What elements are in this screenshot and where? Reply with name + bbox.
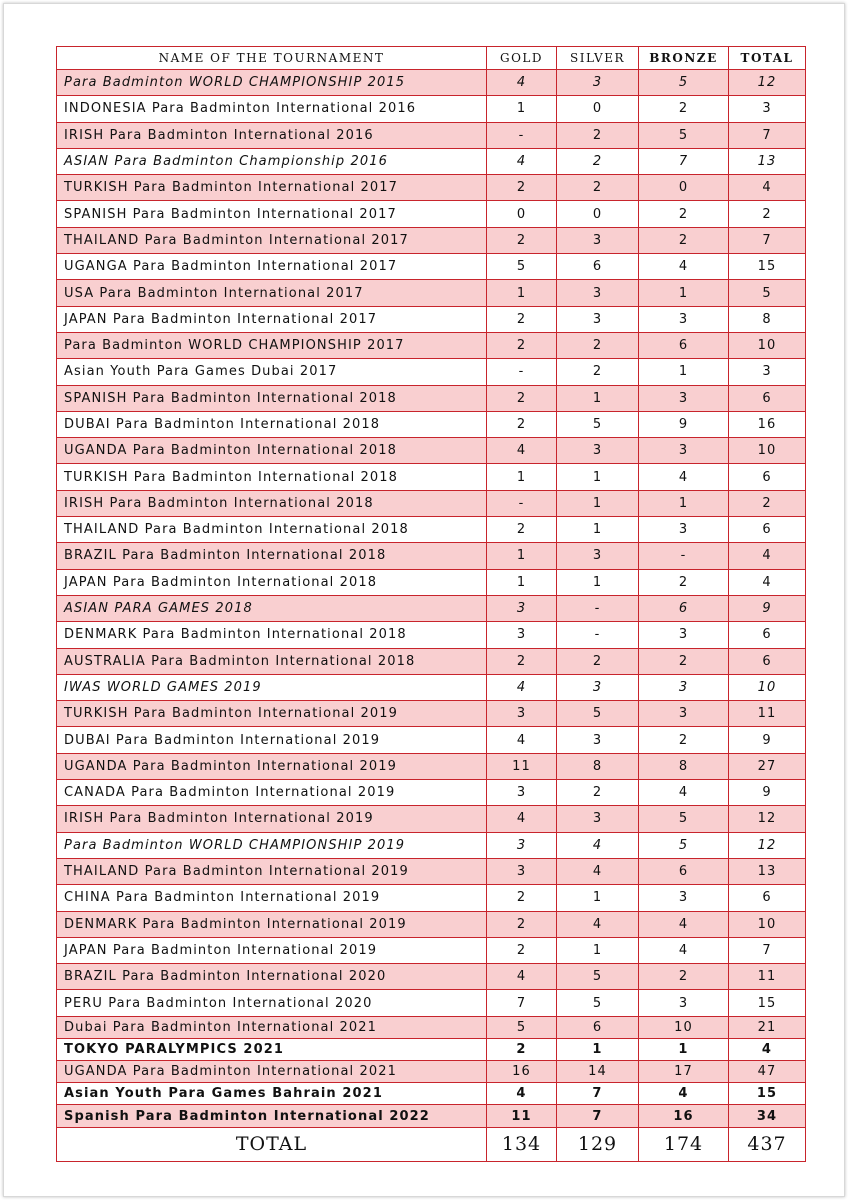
totals-gold: 134 (487, 1127, 557, 1161)
gold-cell: 2 (487, 937, 557, 963)
total-cell: 7 (729, 227, 806, 253)
header-row (57, 47, 806, 70)
tournament-name-cell: Asian Youth Para Games Bahrain 2021 (57, 1083, 487, 1105)
bronze-cell: 3 (639, 622, 729, 648)
tournament-name-cell: Para Badminton WORLD CHAMPIONSHIP 2015 (57, 70, 487, 96)
gold-cell: 0 (487, 201, 557, 227)
gold-cell: 5 (487, 1016, 557, 1038)
silver-cell: 4 (557, 832, 639, 858)
tournament-name-cell: IWAS WORLD GAMES 2019 (57, 674, 487, 700)
silver-cell: - (557, 622, 639, 648)
total-cell: 21 (729, 1016, 806, 1038)
gold-cell: 1 (487, 543, 557, 569)
tournament-name-cell: CANADA Para Badminton International 2019 (57, 780, 487, 806)
table-row (57, 1016, 806, 1038)
table-row (57, 543, 806, 569)
silver-cell: 5 (557, 964, 639, 990)
gold-cell: 3 (487, 780, 557, 806)
total-cell: 10 (729, 674, 806, 700)
total-cell: 6 (729, 885, 806, 911)
table-body (57, 70, 806, 1162)
tournament-name-cell: THAILAND Para Badminton International 2017 (57, 227, 487, 253)
table-row (57, 175, 806, 201)
bronze-cell: 2 (639, 727, 729, 753)
header-tournament-name: NAME OF THE TOURNAMENT (57, 47, 487, 70)
bronze-cell: 3 (639, 385, 729, 411)
total-cell: 12 (729, 806, 806, 832)
table-row (57, 1061, 806, 1083)
bronze-cell: 3 (639, 990, 729, 1016)
total-cell: 27 (729, 753, 806, 779)
tournament-name-cell: IRISH Para Badminton International 2016 (57, 122, 487, 148)
tournament-name-cell: DENMARK Para Badminton International 2018 (57, 622, 487, 648)
bronze-cell: 1 (639, 280, 729, 306)
gold-cell: 2 (487, 332, 557, 358)
total-cell: 34 (729, 1105, 806, 1127)
silver-cell: 1 (557, 490, 639, 516)
bronze-cell: 4 (639, 254, 729, 280)
table-row (57, 490, 806, 516)
silver-cell: 0 (557, 201, 639, 227)
gold-cell: 2 (487, 885, 557, 911)
silver-cell: 5 (557, 701, 639, 727)
total-cell: 3 (729, 359, 806, 385)
silver-cell: 1 (557, 385, 639, 411)
silver-cell: 2 (557, 648, 639, 674)
totals-label: TOTAL (57, 1127, 487, 1161)
table-row (57, 96, 806, 122)
silver-cell: 1 (557, 885, 639, 911)
bronze-cell: 10 (639, 1016, 729, 1038)
bronze-cell: 8 (639, 753, 729, 779)
bronze-cell: 4 (639, 937, 729, 963)
totals-row (57, 1127, 806, 1161)
tournament-name-cell: UGANGA Para Badminton International 2017 (57, 254, 487, 280)
table-row (57, 227, 806, 253)
silver-cell: 2 (557, 175, 639, 201)
total-cell: 4 (729, 175, 806, 201)
total-cell: 13 (729, 858, 806, 884)
tournament-name-cell: UGANDA Para Badminton International 2021 (57, 1061, 487, 1083)
tournament-name-cell: SPANISH Para Badminton International 2018 (57, 385, 487, 411)
gold-cell: 4 (487, 148, 557, 174)
bronze-cell: 9 (639, 411, 729, 437)
table-row (57, 122, 806, 148)
total-cell: 4 (729, 1038, 806, 1060)
silver-cell: 3 (557, 280, 639, 306)
bronze-cell: 2 (639, 648, 729, 674)
silver-cell: 7 (557, 1105, 639, 1127)
document-page (3, 3, 845, 1197)
gold-cell: 3 (487, 595, 557, 621)
silver-cell: 3 (557, 306, 639, 332)
table-row (57, 727, 806, 753)
header-bronze: BRONZE (639, 47, 729, 70)
gold-cell: 2 (487, 411, 557, 437)
total-cell: 6 (729, 648, 806, 674)
silver-cell: 8 (557, 753, 639, 779)
bronze-cell: 2 (639, 227, 729, 253)
total-cell: 11 (729, 701, 806, 727)
bronze-cell: 2 (639, 201, 729, 227)
table-row (57, 254, 806, 280)
table-row (57, 1083, 806, 1105)
tournament-name-cell: THAILAND Para Badminton International 2018 (57, 517, 487, 543)
silver-cell: 2 (557, 148, 639, 174)
gold-cell: 11 (487, 1105, 557, 1127)
total-cell: 8 (729, 306, 806, 332)
tournament-name-cell: THAILAND Para Badminton International 2019 (57, 858, 487, 884)
totals-total: 437 (729, 1127, 806, 1161)
silver-cell: 3 (557, 806, 639, 832)
total-cell: 7 (729, 937, 806, 963)
table-row (57, 306, 806, 332)
bronze-cell: 4 (639, 911, 729, 937)
table-row (57, 937, 806, 963)
bronze-cell: 1 (639, 1038, 729, 1060)
silver-cell: 5 (557, 411, 639, 437)
gold-cell: 4 (487, 806, 557, 832)
gold-cell: 4 (487, 727, 557, 753)
total-cell: 7 (729, 122, 806, 148)
bronze-cell: 6 (639, 595, 729, 621)
tournament-name-cell: IRISH Para Badminton International 2018 (57, 490, 487, 516)
table-row (57, 1105, 806, 1127)
silver-cell: 1 (557, 464, 639, 490)
silver-cell: 2 (557, 359, 639, 385)
total-cell: 4 (729, 543, 806, 569)
gold-cell: 3 (487, 832, 557, 858)
total-cell: 3 (729, 96, 806, 122)
total-cell: 4 (729, 569, 806, 595)
table-row (57, 780, 806, 806)
gold-cell: 2 (487, 227, 557, 253)
table-row (57, 385, 806, 411)
tournament-name-cell: TURKISH Para Badminton International 2019 (57, 701, 487, 727)
gold-cell: 4 (487, 438, 557, 464)
gold-cell: 11 (487, 753, 557, 779)
gold-cell: 2 (487, 175, 557, 201)
gold-cell: 2 (487, 648, 557, 674)
silver-cell: 3 (557, 70, 639, 96)
header-total: TOTAL (729, 47, 806, 70)
silver-cell: 2 (557, 122, 639, 148)
tournament-name-cell: ASIAN PARA GAMES 2018 (57, 595, 487, 621)
bronze-cell: - (639, 543, 729, 569)
totals-bronze: 174 (639, 1127, 729, 1161)
table-row (57, 517, 806, 543)
total-cell: 9 (729, 780, 806, 806)
silver-cell: - (557, 595, 639, 621)
bronze-cell: 2 (639, 96, 729, 122)
header-gold: GOLD (487, 47, 557, 70)
header-silver: SILVER (557, 47, 639, 70)
table-row (57, 595, 806, 621)
tournament-name-cell: DUBAI Para Badminton International 2018 (57, 411, 487, 437)
gold-cell: 2 (487, 517, 557, 543)
total-cell: 15 (729, 254, 806, 280)
silver-cell: 0 (557, 96, 639, 122)
table-row (57, 674, 806, 700)
bronze-cell: 0 (639, 175, 729, 201)
total-cell: 16 (729, 411, 806, 437)
bronze-cell: 2 (639, 964, 729, 990)
tournament-name-cell: TOKYO PARALYMPICS 2021 (57, 1038, 487, 1060)
silver-cell: 3 (557, 438, 639, 464)
total-cell: 9 (729, 727, 806, 753)
table-row (57, 648, 806, 674)
silver-cell: 2 (557, 780, 639, 806)
tournament-name-cell: TURKISH Para Badminton International 2017 (57, 175, 487, 201)
silver-cell: 4 (557, 858, 639, 884)
gold-cell: 2 (487, 306, 557, 332)
tournament-name-cell: IRISH Para Badminton International 2019 (57, 806, 487, 832)
table-row (57, 701, 806, 727)
tournament-name-cell: AUSTRALIA Para Badminton International 2018 (57, 648, 487, 674)
total-cell: 2 (729, 201, 806, 227)
gold-cell: 1 (487, 464, 557, 490)
silver-cell: 3 (557, 227, 639, 253)
bronze-cell: 5 (639, 70, 729, 96)
bronze-cell: 5 (639, 122, 729, 148)
tournament-name-cell: SPANISH Para Badminton International 2017 (57, 201, 487, 227)
tournament-name-cell: Spanish Para Badminton International 2022 (57, 1105, 487, 1127)
total-cell: 6 (729, 464, 806, 490)
gold-cell: - (487, 122, 557, 148)
table-row (57, 464, 806, 490)
table-row (57, 964, 806, 990)
bronze-cell: 6 (639, 858, 729, 884)
total-cell: 10 (729, 332, 806, 358)
silver-cell: 14 (557, 1061, 639, 1083)
gold-cell: 2 (487, 385, 557, 411)
total-cell: 15 (729, 990, 806, 1016)
table-row (57, 858, 806, 884)
tournament-name-cell: USA Para Badminton International 2017 (57, 280, 487, 306)
total-cell: 5 (729, 280, 806, 306)
total-cell: 2 (729, 490, 806, 516)
bronze-cell: 2 (639, 569, 729, 595)
bronze-cell: 3 (639, 885, 729, 911)
tournament-name-cell: TURKISH Para Badminton International 2018 (57, 464, 487, 490)
tournament-name-cell: DUBAI Para Badminton International 2019 (57, 727, 487, 753)
table-row (57, 280, 806, 306)
silver-cell: 1 (557, 569, 639, 595)
bronze-cell: 4 (639, 780, 729, 806)
bronze-cell: 17 (639, 1061, 729, 1083)
total-cell: 11 (729, 964, 806, 990)
bronze-cell: 7 (639, 148, 729, 174)
tournament-name-cell: Dubai Para Badminton International 2021 (57, 1016, 487, 1038)
tournament-name-cell: BRAZIL Para Badminton International 2018 (57, 543, 487, 569)
bronze-cell: 3 (639, 674, 729, 700)
bronze-cell: 5 (639, 806, 729, 832)
bronze-cell: 6 (639, 332, 729, 358)
gold-cell: 4 (487, 1083, 557, 1105)
gold-cell: 1 (487, 96, 557, 122)
silver-cell: 7 (557, 1083, 639, 1105)
bronze-cell: 3 (639, 438, 729, 464)
total-cell: 10 (729, 438, 806, 464)
table-row (57, 832, 806, 858)
table-row (57, 70, 806, 96)
bronze-cell: 1 (639, 490, 729, 516)
table-row (57, 201, 806, 227)
gold-cell: 3 (487, 622, 557, 648)
gold-cell: 4 (487, 674, 557, 700)
tournament-name-cell: Para Badminton WORLD CHAMPIONSHIP 2019 (57, 832, 487, 858)
bronze-cell: 5 (639, 832, 729, 858)
gold-cell: 16 (487, 1061, 557, 1083)
bronze-cell: 3 (639, 701, 729, 727)
table-row (57, 438, 806, 464)
table-row (57, 411, 806, 437)
table-row (57, 148, 806, 174)
tournament-name-cell: Asian Youth Para Games Dubai 2017 (57, 359, 487, 385)
table-row (57, 569, 806, 595)
silver-cell: 3 (557, 543, 639, 569)
gold-cell: 2 (487, 1038, 557, 1060)
silver-cell: 1 (557, 517, 639, 543)
gold-cell: 3 (487, 858, 557, 884)
total-cell: 6 (729, 385, 806, 411)
gold-cell: 4 (487, 70, 557, 96)
table-row (57, 806, 806, 832)
bronze-cell: 3 (639, 306, 729, 332)
gold-cell: 1 (487, 569, 557, 595)
gold-cell: 5 (487, 254, 557, 280)
bronze-cell: 3 (639, 517, 729, 543)
tournament-name-cell: JAPAN Para Badminton International 2017 (57, 306, 487, 332)
gold-cell: 1 (487, 280, 557, 306)
gold-cell: 4 (487, 964, 557, 990)
medal-table (56, 46, 806, 1162)
gold-cell: 3 (487, 701, 557, 727)
table-row (57, 990, 806, 1016)
bronze-cell: 4 (639, 1083, 729, 1105)
bronze-cell: 4 (639, 464, 729, 490)
silver-cell: 6 (557, 254, 639, 280)
tournament-name-cell: DENMARK Para Badminton International 2019 (57, 911, 487, 937)
silver-cell: 2 (557, 332, 639, 358)
tournament-name-cell: JAPAN Para Badminton International 2019 (57, 937, 487, 963)
tournament-name-cell: UGANDA Para Badminton International 2019 (57, 753, 487, 779)
total-cell: 12 (729, 832, 806, 858)
total-cell: 47 (729, 1061, 806, 1083)
tournament-name-cell: UGANDA Para Badminton International 2018 (57, 438, 487, 464)
total-cell: 12 (729, 70, 806, 96)
gold-cell: - (487, 359, 557, 385)
silver-cell: 1 (557, 937, 639, 963)
table-row (57, 332, 806, 358)
table-row (57, 1038, 806, 1060)
tournament-name-cell: BRAZIL Para Badminton International 2020 (57, 964, 487, 990)
total-cell: 15 (729, 1083, 806, 1105)
silver-cell: 5 (557, 990, 639, 1016)
bronze-cell: 1 (639, 359, 729, 385)
silver-cell: 3 (557, 674, 639, 700)
tournament-name-cell: JAPAN Para Badminton International 2018 (57, 569, 487, 595)
silver-cell: 6 (557, 1016, 639, 1038)
tournament-name-cell: PERU Para Badminton International 2020 (57, 990, 487, 1016)
silver-cell: 4 (557, 911, 639, 937)
gold-cell: 2 (487, 911, 557, 937)
total-cell: 9 (729, 595, 806, 621)
table-row (57, 359, 806, 385)
gold-cell: 7 (487, 990, 557, 1016)
silver-cell: 1 (557, 1038, 639, 1060)
total-cell: 6 (729, 517, 806, 543)
tournament-name-cell: INDONESIA Para Badminton International 2016 (57, 96, 487, 122)
tournament-name-cell: Para Badminton WORLD CHAMPIONSHIP 2017 (57, 332, 487, 358)
bronze-cell: 16 (639, 1105, 729, 1127)
table-row (57, 885, 806, 911)
table-row (57, 753, 806, 779)
table-row (57, 622, 806, 648)
total-cell: 6 (729, 622, 806, 648)
total-cell: 10 (729, 911, 806, 937)
totals-silver: 129 (557, 1127, 639, 1161)
gold-cell: - (487, 490, 557, 516)
total-cell: 13 (729, 148, 806, 174)
tournament-name-cell: ASIAN Para Badminton Championship 2016 (57, 148, 487, 174)
table-row (57, 911, 806, 937)
tournament-name-cell: CHINA Para Badminton International 2019 (57, 885, 487, 911)
silver-cell: 3 (557, 727, 639, 753)
